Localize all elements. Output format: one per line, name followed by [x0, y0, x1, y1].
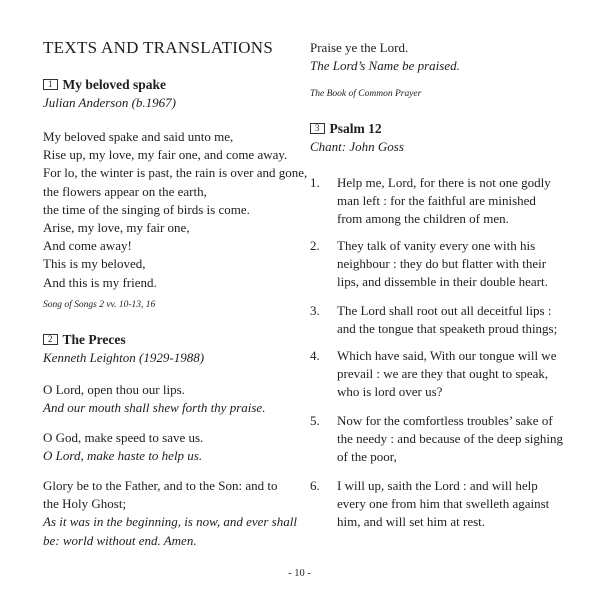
text-line: Praise ye the Lord. [310, 40, 409, 55]
verse-line: lips, and dissemble in their double heart. [337, 274, 548, 290]
text-block-1 [43, 128, 307, 292]
response-line: The Lord’s Name be praised. [310, 58, 460, 74]
verse-line: Which have said, With our tongue will we [337, 348, 557, 363]
verse-line: The Lord shall root out all deceitful lips : [337, 303, 552, 318]
verse-line: him, and will set him at rest. [337, 514, 486, 530]
text-line: And come away! [43, 238, 132, 254]
stanza [43, 381, 265, 417]
stanza [43, 429, 203, 465]
verse-number: 3. [310, 303, 320, 318]
text-line: O God, make speed to save us. [43, 430, 204, 445]
verse-line: every one from him that swelleth against [337, 496, 550, 512]
text-line: And this is my friend. [43, 274, 157, 290]
page-number: - 10 - [288, 568, 311, 579]
verse-line: from among the children of men. [337, 211, 509, 227]
composer-3: Chant: John Goss [310, 139, 404, 154]
verse-line: They talk of vanity every one with his [337, 238, 536, 253]
text-line: Glory be to the Father, and to the Son: and to [43, 478, 278, 493]
source-1: Song of Songs 2 vv. 10-13, 16 [43, 300, 156, 310]
text-line: Arise, my love, my fair one, [43, 220, 190, 236]
verse-line: neighbour : they do but flatter with their [337, 256, 547, 272]
section-heading-1 [43, 77, 166, 93]
verse-line: I will up, saith the Lord : and will help [337, 478, 538, 493]
text-line: the time of the singing of birds is come. [43, 201, 250, 217]
stanza [310, 39, 460, 75]
section-number-3: 3 [310, 123, 325, 134]
section-heading-2 [43, 332, 126, 348]
verse-line: of the poor, [337, 449, 397, 465]
text-line: Rise up, my love, my fair one, and come away. [43, 147, 288, 163]
verse-line: the needy : and because of the deep sighing [337, 431, 563, 447]
verse-number: 4. [310, 348, 320, 363]
verse-line: Now for the comfortless troubles’ sake of [337, 413, 553, 428]
text-line: My beloved spake and said unto me, [43, 129, 234, 144]
section-number-2: 2 [43, 334, 58, 345]
page-heading: TEXTS AND TRANSLATIONS [43, 38, 274, 57]
section-number-1: 1 [43, 79, 58, 90]
verse-line: and the tongue that speaketh proud things; [337, 321, 558, 337]
section-title-2: The Preces [62, 332, 126, 347]
response-line: As it was in the beginning, is now, and ever shall [43, 514, 297, 530]
composer-1: Julian Anderson (b.1967) [43, 95, 176, 110]
verse-number: 2. [310, 238, 320, 253]
response-line: be: world without end. Amen. [43, 532, 197, 548]
response-line: O Lord, make haste to help us. [43, 448, 203, 464]
section-heading-3 [310, 121, 382, 137]
text-line: the Holy Ghost; [43, 496, 127, 512]
section-title-3: Psalm 12 [329, 121, 382, 136]
text-line: For lo, the winter is past, the rain is over and gone, [43, 165, 308, 181]
text-line: the flowers appear on the earth, [43, 183, 207, 199]
source-2: The Book of Common Prayer [310, 89, 422, 99]
verse-line: prevail : we are they that ought to speak, [337, 366, 549, 382]
stanza [43, 477, 297, 550]
text-line: This is my beloved, [43, 256, 146, 272]
verse-number: 1. [310, 175, 320, 190]
composer-2: Kenneth Leighton (1929-1988) [43, 350, 205, 365]
section-title-1: My beloved spake [62, 77, 167, 92]
verse-line: man left : for the faithful are minished [337, 193, 536, 209]
verse-line: Help me, Lord, for there is not one godly [337, 175, 551, 190]
text-line: O Lord, open thou our lips. [43, 382, 185, 397]
response-line: And our mouth shall shew forth thy praise. [43, 400, 266, 416]
verse-number: 5. [310, 413, 320, 428]
verse-line: who is lord over us? [337, 384, 443, 400]
verse-number: 6. [310, 478, 320, 493]
